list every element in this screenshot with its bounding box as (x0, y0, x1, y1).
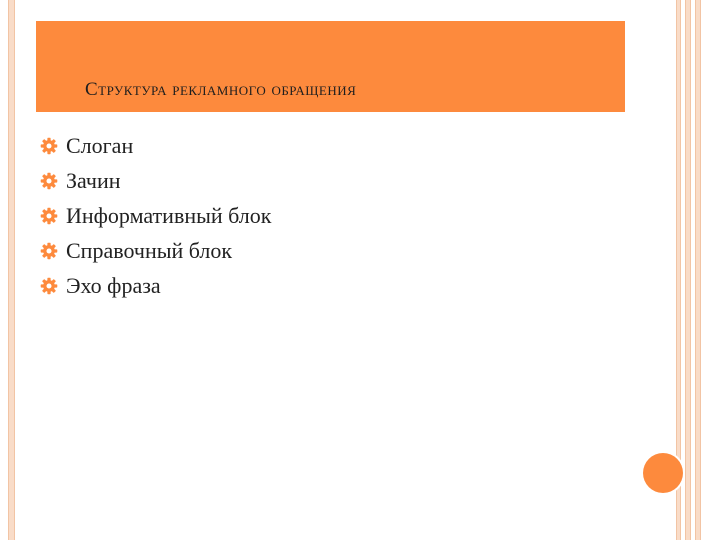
list-item (40, 128, 271, 163)
gear-icon (40, 172, 58, 190)
decorative-circle (641, 451, 685, 495)
gear-icon (40, 242, 58, 260)
list-item (40, 163, 271, 198)
gear-icon (40, 277, 58, 295)
right-border-stripe (695, 0, 701, 540)
gear-icon (40, 207, 58, 225)
right-border-stripe (685, 0, 691, 540)
left-border-stripe (8, 0, 15, 540)
list-item (40, 198, 271, 233)
bullet-text: Зачин (66, 167, 121, 193)
slide-title: Структура рекламного обращения (85, 79, 357, 100)
bullet-text: Справочный блок (66, 237, 233, 263)
bullet-text: Эхо фраза (66, 272, 161, 298)
decorative-circle-fill (643, 453, 683, 493)
gear-icon (40, 137, 58, 155)
bullet-text: Слоган (66, 132, 134, 158)
bullet-list (40, 128, 271, 303)
list-item (40, 268, 271, 303)
bullet-text: Информативный блок (66, 202, 272, 228)
list-item (40, 233, 271, 268)
